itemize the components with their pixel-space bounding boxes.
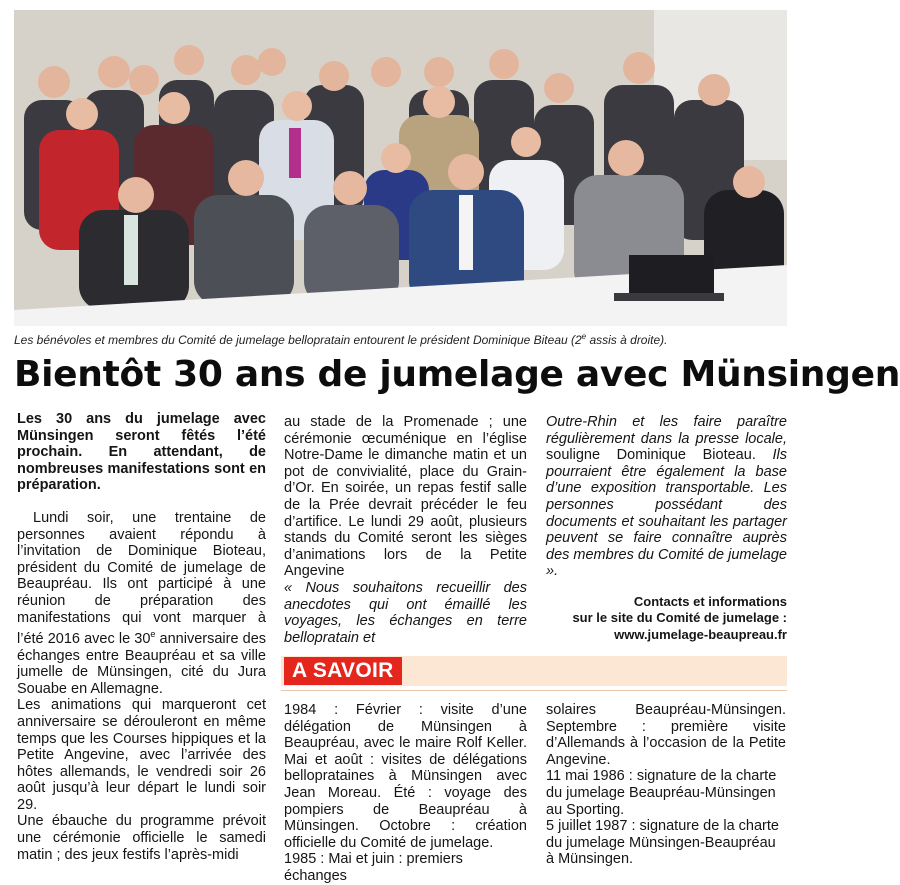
article-quote-1: « Nous souhaitons recueillir des anecdotes qui ont émaillé les voyages, les échanges en terre bellopratain et [284, 579, 527, 646]
savoir-1984: 1984 : Février : visite d’une délégation de Münsingen à Beaupréau, avec le maire Rolf Keller. Mai et août : visites de délégations belloprataines à Münsingen avec Jean Moreau. Été : voyage des pompiers de Beaupréau à Münsingen. Octobre : création officielle du Comité de jumelage. [284, 702, 527, 851]
group-photo-icon [14, 10, 787, 326]
article-intro: Les 30 ans du jumelage avec Münsingen seront fêtés l’été prochain. En attendant, de nombreuses manifestations sont en préparation. [17, 411, 266, 494]
savoir-divider [281, 690, 787, 691]
article-quote-continued: Outre-Rhin et les faire paraître régulièrement dans la presse locale, souligne Dominique Bioteau. Ils pourraient être également la base d’une exposition transportable. Les personnes possédant des documents et souhaitant les partager peuvent se faire connaître auprès des membres du Comité de jumelage ». [546, 414, 787, 580]
savoir-1985-cont: solaires Beaupréau-Münsingen. Septembre : première visite d’Allemands à l’occasion de la Petite Angevine. [546, 702, 786, 768]
group-photo [14, 10, 787, 326]
savoir-1986: 11 mai 1986 : signature de la charte du jumelage Beaupréau-Münsingen au Sporting. [546, 768, 777, 818]
article-paragraph-3-cont: au stade de la Promenade ; une cérémonie œcuménique en l’église Notre-Dame le dimanche matin et un pot de convivialité, place du Grain-d’Or. En soirée, un repas festif salle de la Prée devrait précéder le feu d’artifice. Le lundi 29 août, plusieurs stands du Comité seront les sièges d’animations lors de la Petite Angevine [284, 414, 527, 580]
savoir-column-1 [284, 702, 527, 885]
article-column-1 [17, 411, 266, 863]
savoir-1987: 5 juillet 1987 : signature de la charte du jumelage Münsingen-Beaupréau à Münsingen. [546, 818, 779, 868]
savoir-column-2 [546, 702, 786, 868]
contacts-line-2: sur le site du Comité de jumelage : [572, 610, 787, 626]
savoir-label: A SAVOIR [284, 657, 402, 685]
article-paragraph-3: Une ébauche du programme prévoit une cérémonie officielle le samedi matin ; des jeux festifs l’après-midi [17, 813, 266, 863]
article-headline: Bientôt 30 ans de jumelage avec Münsingen [14, 354, 900, 395]
photo-caption: Les bénévoles et membres du Comité de jumelage bellopratain entourent le président Dominique Biteau (2e assis à droite). [14, 332, 668, 347]
article-paragraph-2: Les animations qui marqueront cet anniversaire se dérouleront en même temps que les Courses hippiques et la Petite Angevine, avec l’arrivée des hôtes allemands, le vendredi soir 26 août jusqu’à leur départ le lundi soir 29. [17, 697, 266, 813]
article-paragraph-1: Lundi soir, une trentaine de personnes avaient répondu à l’invitation de Dominique Bioteau, président du Comité de jumelage de Beaupréau. Ils ont participé à une réunion de préparation des manifestations qui vont marquer à l’été 2016 avec le 30e anniversaire des échanges entre Beaupréau et sa ville jumelle de Münsingen, cité du Jura Souabe en Allemagne. [17, 509, 267, 697]
caption-superscript: e [581, 332, 587, 341]
article-column-2 [284, 414, 527, 646]
savoir-1985: 1985 : Mai et juin : premiers échanges [284, 851, 463, 884]
contacts-block [546, 594, 787, 644]
contacts-line-1: Contacts et informations [633, 593, 787, 609]
article-column-3 [546, 414, 787, 643]
contacts-url[interactable]: www.jumelage-beaupreau.fr [614, 626, 787, 642]
